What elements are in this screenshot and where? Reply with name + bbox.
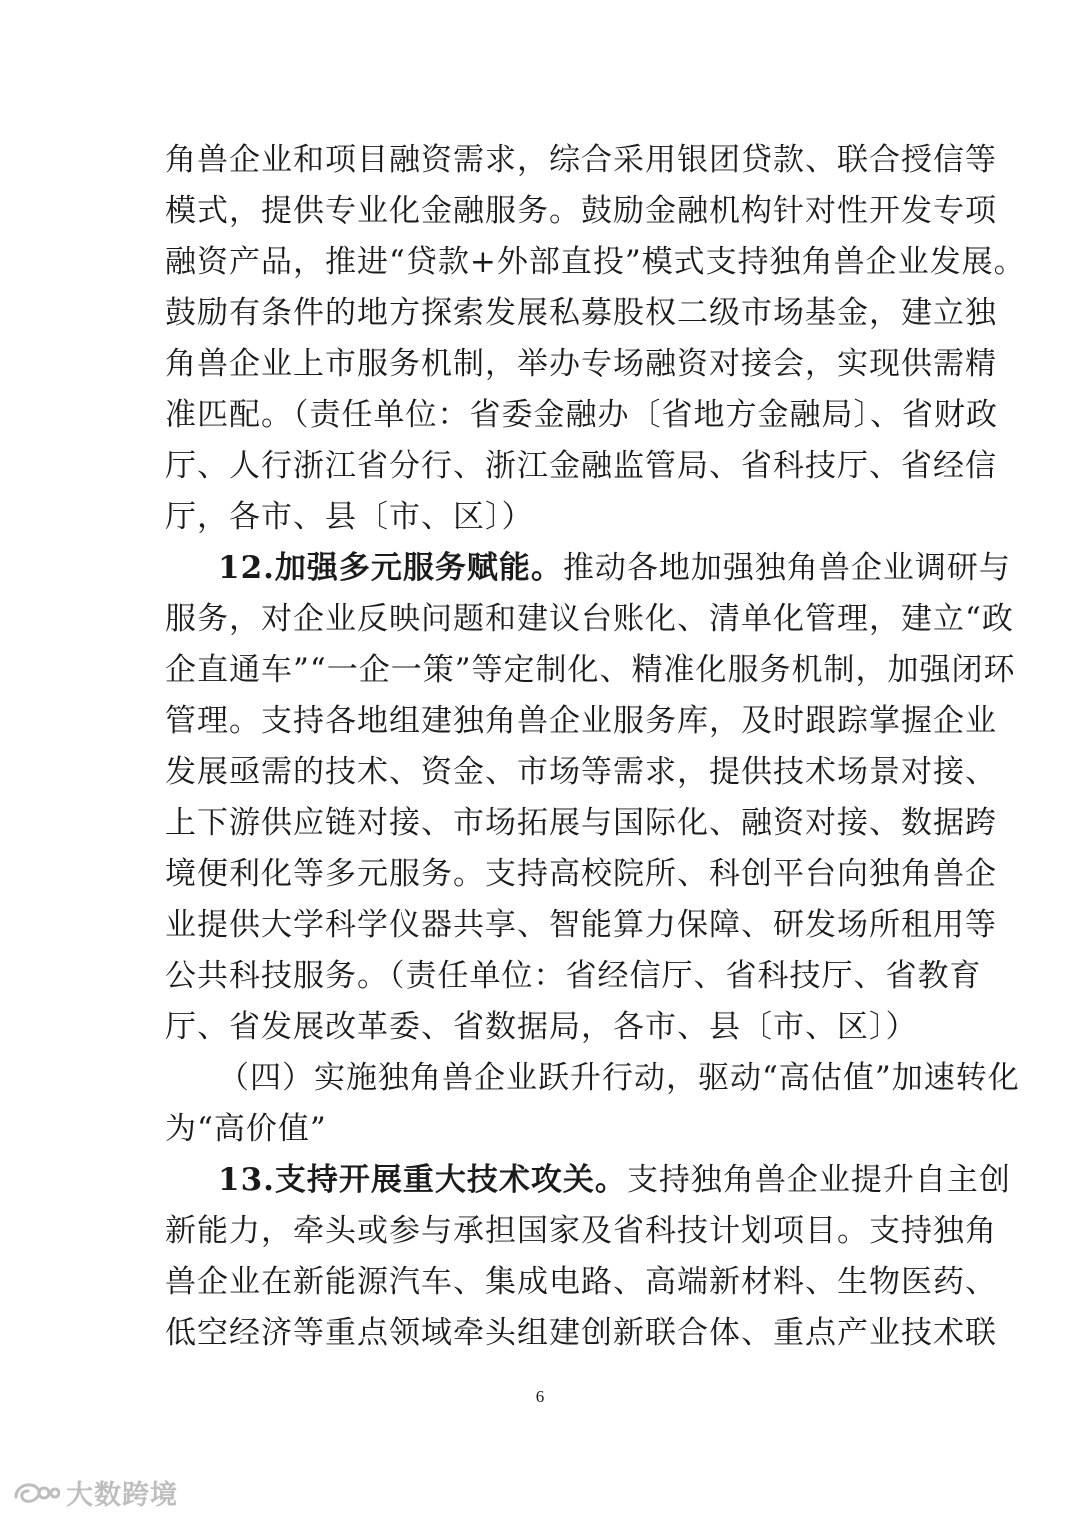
dashujuajing-logo-icon bbox=[12, 1475, 60, 1509]
paragraph-line: 发展亟需的技术、资金、市场等需求，提供技术场景对接、 bbox=[165, 754, 997, 790]
paragraph-line: 境便利化等多元服务。支持高校院所、科创平台向独角兽企 bbox=[165, 856, 997, 892]
paragraph-line: 融资产品，推进“贷款+外部直投”模式支持独角兽企业发展。 bbox=[165, 244, 1026, 280]
paragraph-line: 业提供大学科学仪器共享、智能算力保障、研发场所租用等 bbox=[165, 907, 997, 943]
paragraph-line: 厅，各市、县〔市、区〕） bbox=[165, 499, 534, 535]
item-13-heading: 13.支持开展重大技术攻关。 bbox=[218, 1162, 627, 1198]
paragraph-line: 企直通车”“一企一策”等定制化、精准化服务机制，加强闭环 bbox=[165, 652, 1016, 688]
item-12-heading: 12.加强多元服务赋能。 bbox=[218, 550, 563, 586]
paragraph-line: 公共科技服务。（责任单位：省经信厅、省科技厅、省教育 bbox=[165, 958, 982, 994]
paragraph-line: 兽企业在新能源汽车、集成电路、高端新材料、生物医药、 bbox=[165, 1264, 997, 1300]
paragraph-line: 管理。支持各地组建独角兽企业服务库，及时跟踪掌握企业 bbox=[165, 703, 997, 739]
paragraph-line: 服务，对企业反映问题和建议台账化、清单化管理，建立“政 bbox=[165, 601, 1014, 637]
section-4-heading-cont: 为“高价值” bbox=[165, 1111, 327, 1147]
watermark-text: 大数跨境 bbox=[66, 1479, 178, 1511]
paragraph-line: 厅、省发展改革委、省数据局，各市、县〔市、区〕） bbox=[165, 1009, 918, 1045]
item-13-first-line bbox=[218, 1160, 1011, 1200]
paragraph-line: 新能力，牵头或参与承担国家及省科技计划项目。支持独角 bbox=[165, 1213, 997, 1249]
paragraph-line: 厅、人行浙江省分行、浙江金融监管局、省科技厅、省经信 bbox=[165, 448, 997, 484]
paragraph-line: 模式，提供专业化金融服务。鼓励金融机构针对性开发专项 bbox=[165, 193, 997, 229]
paragraph-line: 鼓励有条件的地方探索发展私募股权二级市场基金，建立独 bbox=[165, 295, 997, 331]
item-12-first-line bbox=[218, 548, 1011, 588]
page-number: 6 bbox=[535, 1387, 545, 1406]
paragraph-line: 角兽企业上市服务机制，举办专场融资对接会，实现供需精 bbox=[165, 346, 997, 382]
section-4-heading: （四）实施独角兽企业跃升行动，驱动“高估值”加速转化 bbox=[218, 1060, 1020, 1096]
paragraph-line: 上下游供应链对接、市场拓展与国际化、融资对接、数据跨 bbox=[165, 805, 997, 841]
paragraph-line: 角兽企业和项目融资需求，综合采用银团贷款、联合授信等 bbox=[165, 142, 997, 178]
item-12-first-line-text: 推动各地加强独角兽企业调研与 bbox=[562, 550, 1011, 586]
paragraph-line: 低空经济等重点领域牵头组建创新联合体、重点产业技术联 bbox=[165, 1315, 997, 1351]
item-13-first-line-text: 支持独角兽企业提升自主创 bbox=[626, 1162, 1011, 1198]
watermark bbox=[12, 1472, 178, 1512]
paragraph-line: 准匹配。（责任单位：省委金融办〔省地方金融局〕、省财政 bbox=[165, 397, 998, 433]
